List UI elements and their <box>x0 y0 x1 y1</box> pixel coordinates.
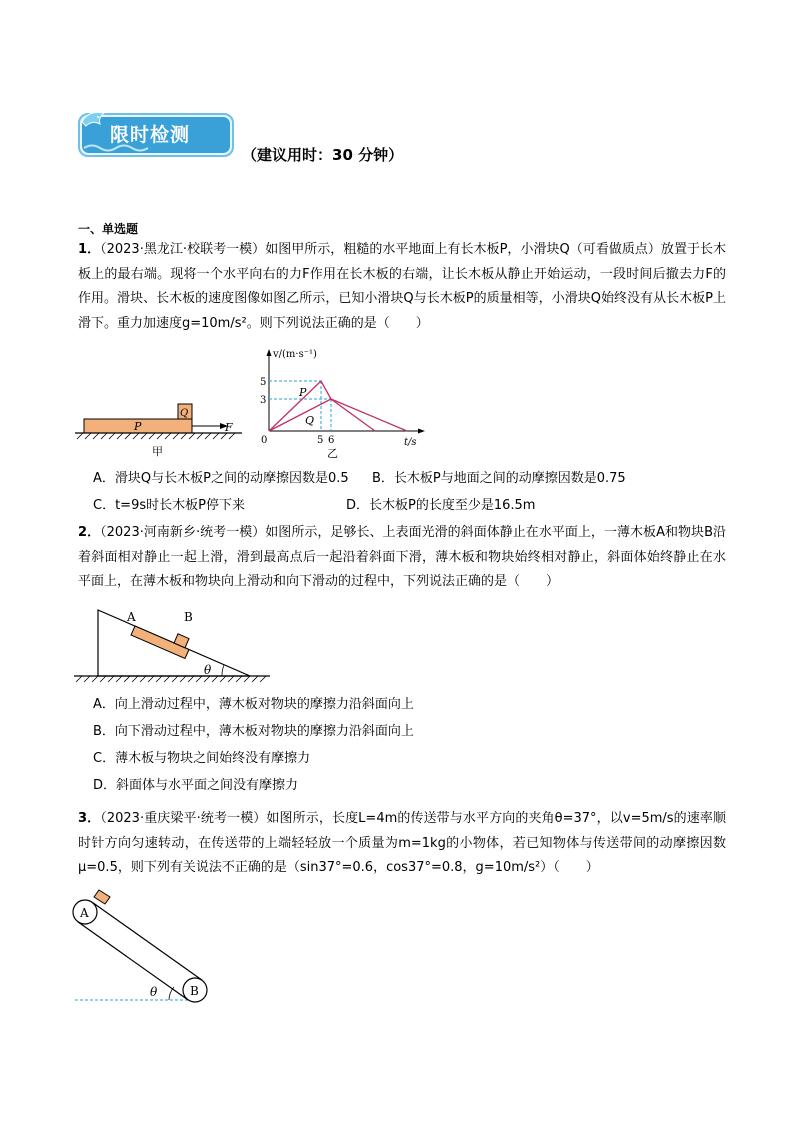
q1-option-b: B．长木板P与地面之间的动摩擦因数是0.75 <box>372 471 626 486</box>
question-2-number: 2． <box>78 525 101 540</box>
ground-hatch <box>77 433 235 439</box>
board-label: P <box>134 420 142 433</box>
q1-option-d: D．长木板P的长度至少是16.5m <box>346 498 536 513</box>
t-axis-label: t/s <box>404 437 417 448</box>
figure-incline <box>72 602 272 688</box>
v-axis-arrow <box>267 349 272 356</box>
caption-jia: 甲 <box>152 445 163 458</box>
velocity-curves <box>269 381 407 431</box>
question-1-number: 1． <box>78 242 101 257</box>
question-1-source: （2023·黑龙江·校联考一模） <box>100 242 266 257</box>
question-1-text: 如图甲所示，粗糙的水平地面上有长木板P，小滑块Q（可看做质点）放置于长木板上的最右端。现将一个水平向右的力F作用在长木板的右端，让长木板从静止开始运动，一段时间后撤去力F的作用。滑块、长木板的速度图像如图乙所示，已知小滑块Q与长木板P的质量相等，小滑块Q始终没有从长木板P上滑下。重力加速度g=10m/s²。则下列说法正确的是（ ） <box>78 242 727 331</box>
x-tick-0: 0 <box>261 435 268 446</box>
question-2-source: （2023·河南新乡·统考一模） <box>100 525 266 540</box>
question-1 <box>78 238 726 336</box>
q1-option-c: C．t=9s时长木板P停下来 <box>93 498 245 513</box>
q2-option-d: D．斜面体与水平面之间没有摩擦力 <box>93 778 299 793</box>
incline-ground-hatch <box>76 676 266 682</box>
banner-title: 限时检测 <box>110 124 191 146</box>
caption-yi: 乙 <box>327 447 338 460</box>
force-label: F <box>225 421 233 434</box>
question-3 <box>78 807 726 881</box>
question-2-text: 如图所示，足够长、上表面光滑的斜面体静止在水平面上，一薄木板A和物块B沿着斜面相对静止一起上滑，滑到最高点后一起沿着斜面下滑，薄木板和物块始终相对静止，斜面体始终静止在水平面上，在薄木板和物块向上滑动和向下滑动的过程中，下列说法正确的是（ ） <box>78 525 727 589</box>
label-b: B <box>184 610 193 624</box>
t-axis-arrow <box>418 429 425 434</box>
belt-lower <box>78 922 188 1000</box>
v-axis-label: v/(m·s⁻¹) <box>273 349 317 360</box>
label-theta: θ <box>204 663 212 677</box>
pulley-a-label: A <box>80 906 89 920</box>
question-3-source: （2023·重庆梁平·统考一模） <box>100 811 267 826</box>
block-label: Q <box>180 408 189 419</box>
x-tick-5: 5 <box>317 435 324 446</box>
figure-yi <box>255 345 430 460</box>
curve-label-p: P <box>299 386 307 399</box>
pulley-b-label: B <box>190 984 199 998</box>
q2-option-c: C．薄木板与物块之间始终没有摩擦力 <box>93 751 311 766</box>
q2-option-a: A．向上滑动过程中，薄木板对物块的摩擦力沿斜面向上 <box>93 697 414 712</box>
section-banner <box>78 110 234 158</box>
belt-upper <box>92 902 202 980</box>
suggested-time: （建议用时：30 分钟） <box>242 146 404 164</box>
label-a: A <box>127 610 136 624</box>
question-3-number: 3． <box>78 811 101 826</box>
x-tick-6: 6 <box>328 435 335 446</box>
question-3-text: 如图所示，长度L=4m的传送带与水平方向的夹角θ=37°，以v=5m/s的速率顺时针方向匀速转动，在传送带的上端轻轻放一个质量为m=1kg的小物体，若已知物体与传送带间的动摩擦因数μ=0.5，则下列有关说法不正确的是（sin37°=0.6，cos37°=0.8，g=10m/s²）（ ） <box>78 811 726 875</box>
q2-option-b: B．向下滑动过程中，薄木板对物块的摩擦力沿斜面向上 <box>93 724 414 739</box>
y-tick-3: 3 <box>260 395 267 406</box>
y-tick-5: 5 <box>260 377 267 388</box>
conveyor-theta-label: θ <box>150 985 158 999</box>
figure-jia <box>72 398 252 460</box>
figure-conveyor <box>70 888 220 1008</box>
curve-label-q: Q <box>305 414 315 427</box>
angle-arc <box>222 665 224 676</box>
small-object <box>94 890 110 904</box>
question-2 <box>78 521 726 595</box>
q1-option-a: A．滑块Q与长木板P之间的动摩擦因数是0.5 <box>93 471 349 486</box>
section-title: 一、单选题 <box>78 222 139 236</box>
